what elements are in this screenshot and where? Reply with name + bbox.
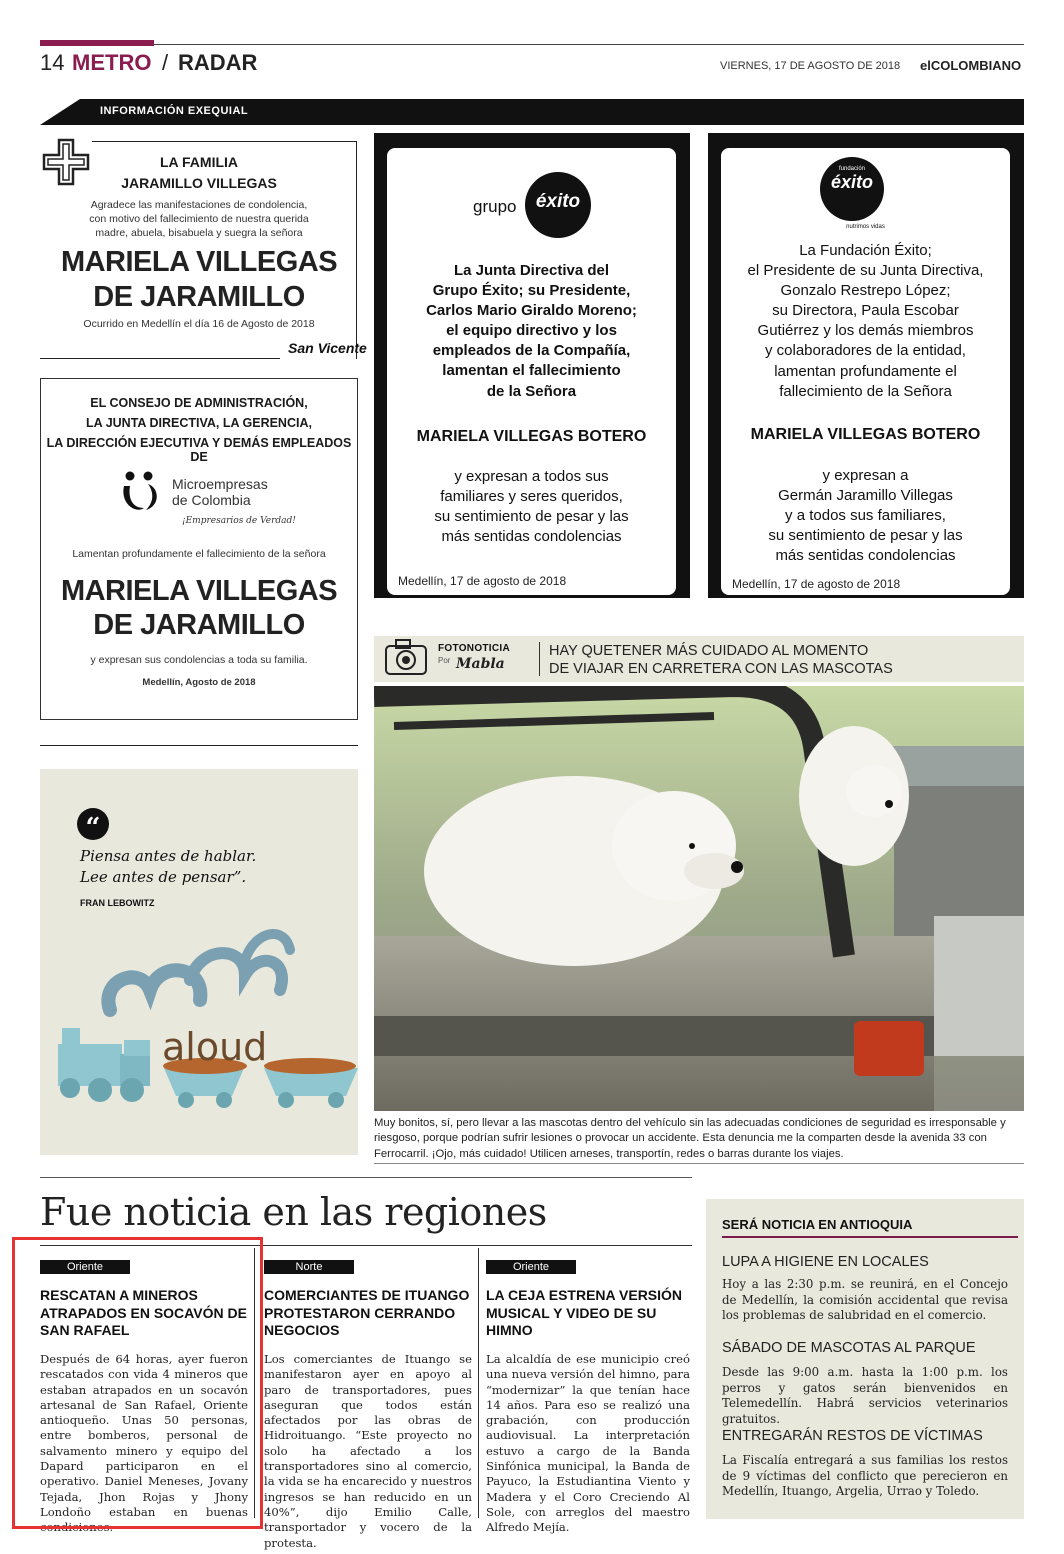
fotonoticia-title-line2: DE VIAJAR EN CARRETERA CON LAS MASCOTAS (549, 661, 893, 678)
antioquia-title: SERÁ NOTICIA EN ANTIOQUIA (722, 1217, 913, 1232)
obituary-exito-name: MARIELA VILLEGAS BOTERO (416, 428, 647, 445)
obituary-fundacion-line: su Directora, Paula Escobar (772, 302, 959, 320)
obituary-family-footer: Ocurrido en Medellín el día 16 de Agosto de 2018 (83, 318, 315, 330)
region-tag: Norte (264, 1260, 354, 1274)
regions-title: Fue noticia en las regiones (40, 1190, 547, 1234)
obituary-micro-line3: LA DIRECCIÓN EJECUTIVA Y DEMÁS EMPLEADOS DE (46, 436, 352, 464)
obituary-fundacion-name: MARIELA VILLEGAS BOTERO (750, 426, 981, 443)
microempresas-logo-icon (118, 468, 166, 516)
info-bar-notch (40, 99, 80, 125)
obituary-exito-line: de la Señora (486, 382, 577, 400)
obituary-fundacion-line: Gutiérrez y los demás miembros (757, 322, 974, 340)
fotonoticia-by: Por (438, 656, 451, 665)
info-bar-label: INFORMACIÓN EXEQUIAL (100, 105, 249, 117)
fotonoticia-separator (539, 642, 540, 676)
obituary-fundacion-closing-line: y a todos sus familiares, (785, 507, 946, 525)
brand-logo[interactable]: elCOLOMBIANO (920, 58, 1022, 73)
fotonoticia-signature: Mabla (456, 656, 505, 672)
obituary-fundacion-line: y colaboradores de la entidad, (765, 342, 966, 360)
obituary-family-bottom-rule (40, 358, 280, 359)
obituary-family-line3: madre, abuela, bisabuela y suegra la señora (95, 227, 303, 239)
train-illustration (40, 920, 358, 1120)
obituary-exito-closing-line: familiares y seres queridos, (440, 488, 623, 506)
illustration-text: aloud (162, 1025, 268, 1069)
antioquia-item-body: Desde las 9:00 a.m. hasta la 1:00 p.m. los perros y gatos serán bienvenidos en Telemedellín. Habrá servicios veterinarios gratuitos. (722, 1365, 1008, 1427)
obituary-family-name1: MARIELA VILLEGAS (60, 246, 338, 278)
obituary-micro-closing: y expresan sus condolencias a toda su familia. (90, 654, 308, 666)
antioquia-item-body: La Fiscalía entregará a sus familias los restos de 9 víctimas del conflicto que perecieron en Medellín, Ituango, Argelia, Urrao y Toledo. (722, 1453, 1008, 1499)
obituary-exito-lines (387, 261, 676, 402)
obituary-exito-closing-line: y expresan a todos sus (454, 468, 609, 485)
obituary-family-name2: DE JARAMILLO (93, 281, 305, 313)
obituary-fundacion-closing-line: más sentidas condolencias (775, 547, 956, 565)
obituary-micro-name2: DE JARAMILLO (93, 609, 305, 641)
region-body: Los comerciantes de Ituango se manifestaron ayer en apoyo al paro de transportadores, pues aseguran que todos están afectados por las obras de Hidroituango. “Este proyecto no solo ha afectado a los transportadores sino al comercio, la vida se ha encarecido y nuestros ingresos se han reducido en un 40%”, dijo Emilio Calle, transportador y vocero de la protesta. (264, 1352, 472, 1550)
section-name[interactable]: METRO (72, 50, 152, 75)
obituary-exito-line: La Junta Directiva del (453, 262, 610, 279)
obituary-fundacion-line: La Fundación Éxito; (799, 242, 932, 259)
obituary-exito-line: Carlos Mario Giraldo Moreno; (426, 302, 637, 320)
caption-rule (374, 1163, 1024, 1164)
fundacion-exito-tagline: nutrimos vidas (846, 224, 885, 230)
microempresas-tagline: ¡Empresarios de Verdad! (182, 516, 296, 526)
antioquia-item-body: Hoy a las 2:30 p.m. se reunirá, en el Concejo de Medellín, la comisión accidental que revisa los problemas de salubridad en el comercio. (722, 1277, 1008, 1323)
obituary-exito-closing (387, 467, 676, 547)
grupo-exito-prefix: grupo (473, 197, 517, 216)
section-accent-bar (40, 40, 154, 46)
obituary-exito-place: Medellín, 17 de agosto de 2018 (398, 574, 567, 588)
page-number: 14 (40, 50, 65, 75)
obituary-exito-line: lamentan el fallecimiento (442, 362, 621, 380)
fundacion-exito-logo-top: fundación (838, 166, 866, 172)
dogs-in-truck-photo (374, 686, 1024, 1111)
obituary-exito-line: el equipo directivo y los (446, 322, 617, 340)
obituary-fundacion-closing-line: y expresan a (822, 467, 909, 484)
antioquia-item-head[interactable]: ENTREGARÁN RESTOS DE VÍCTIMAS (722, 1428, 983, 1444)
obituary-exito-closing-line: más sentidas condolencias (441, 528, 622, 546)
obituary-family-line1: Agradece las manifestaciones de condolencia, (90, 199, 308, 211)
quote-line2: Lee antes de pensar”. (80, 868, 247, 887)
column-separator (478, 1248, 479, 1518)
obituary-micro-place: Medellín, Agosto de 2018 (142, 677, 256, 688)
obituary-family-head1: LA FAMILIA (159, 154, 239, 170)
obituary-micro-name1: MARIELA VILLEGAS (60, 575, 338, 607)
region-body: Después de 64 horas, ayer fueron rescatados con vida 4 mineros que estaban atrapados en un socavón artesanal de San Rafael, Oriente antioqueño. Unas 50 personas, entre bomberos, personal de salvamento minero y equipo del Dapard participaron en el operativo. Daniel Meneses, Jovany Tejada, Jhon Rojas y Jhony Londoño estaban en buenas condiciones. (40, 1352, 248, 1535)
obituary-fundacion-place: Medellín, 17 de agosto de 2018 (732, 577, 901, 591)
antioquia-item-head[interactable]: LUPA A HIGIENE EN LOCALES (722, 1254, 929, 1270)
obituary-family-head2: JARAMILLO VILLEGAS (121, 175, 277, 191)
obituary-fundacion-line: el Presidente de su Junta Directiva, (747, 262, 984, 280)
quote-text (80, 846, 256, 889)
obituary-exito-line: empleados de la Compañía, (432, 342, 631, 360)
obituary-fundacion-line: lamentan profundamente el (774, 362, 957, 380)
left-column-divider (40, 745, 358, 746)
camera-icon (382, 634, 430, 678)
grupo-exito-logo (525, 172, 591, 238)
microempresas-name-line2: de Colombia (172, 492, 251, 509)
section-slash: / (162, 50, 169, 75)
obituary-micro-lament: Lamentan profundamente el fallecimiento de la señora (72, 548, 326, 560)
header-rule (40, 44, 1024, 45)
quote-author: FRAN LEBOWITZ (80, 898, 155, 908)
region-tag: Oriente (486, 1260, 576, 1274)
obituary-micro-line1: EL CONSEJO DE ADMINISTRACIÓN, (90, 396, 308, 410)
quote-icon: “ (77, 808, 109, 840)
quote-line1: Piensa antes de hablar. (80, 847, 257, 865)
obituary-fundacion-line: fallecimiento de la Señora (779, 382, 952, 400)
fotonoticia-label: FOTONOTICIA (438, 643, 511, 654)
obituary-micro-line2: LA JUNTA DIRECTIVA, LA GERENCIA, (86, 416, 312, 430)
obituary-family-line2: con motivo del fallecimiento de nuestra querida (89, 213, 309, 225)
region-headline[interactable]: LA CEJA ESTRENA VERSIÓN MUSICAL Y VIDEO DE SU HIMNO (486, 1287, 683, 1338)
region-headline[interactable]: RESCATAN A MINEROS ATRAPADOS EN SOCAVÓN DE SAN RAFAEL (40, 1287, 247, 1338)
microempresas-name (172, 476, 268, 508)
photo-caption: Muy bonitos, sí, pero llevar a las mascotas dentro del vehículo sin las adecuadas condiciones de seguridad es irresponsable y riesgoso, porque podrían sufrir lesiones o provocar un accidente. Esta denuncia me la comparten desde la avenida 33 con Ferrocarril. ¡Ojo, más cuidado! Utilicen arneses, transportín, redes o barras durante los viajes. (374, 1117, 1006, 1160)
fundacion-exito-logo-word: éxito (830, 172, 873, 192)
antioquia-item-head[interactable]: SÁBADO DE MASCOTAS AL PARQUE (722, 1340, 976, 1356)
fotonoticia-title (549, 642, 893, 678)
obituary-fundacion-lines (721, 241, 1010, 402)
region-body: La alcaldía de ese municipio creó una nueva versión del himno, para “modernizar” la que tenían hace 14 años. Para eso se realizó una grabación, con producción audiovisual. La interpretación estuvo a cargo de la Banda Sinfónica municipal, la Banda de Payuco, la Estudiantina Viento y Madera y el Coro Creciendo Al Sole, con arreglos del maestro Alfredo Mejía. (486, 1352, 690, 1535)
microempresas-name-line1: Microempresas (172, 476, 268, 492)
obituary-fundacion-closing-line: Germán Jaramillo Villegas (778, 487, 953, 505)
subsection-name[interactable]: RADAR (178, 50, 258, 75)
region-headline[interactable]: COMERCIANTES DE ITUANGO PROTESTARON CERRANDO NEGOCIOS (264, 1287, 470, 1338)
antioquia-rule (722, 1236, 1018, 1238)
obituary-exito-line: Grupo Éxito; su Presidente, (432, 282, 631, 300)
region-tag: Oriente (40, 1260, 130, 1274)
highlight-frame (12, 1237, 263, 1529)
obituary-fundacion-closing (721, 466, 1010, 566)
grupo-exito-logo-word: éxito (535, 191, 581, 212)
fundacion-exito-logo (820, 157, 884, 221)
obituary-fundacion-closing-line: su sentimiento de pesar y las (768, 527, 963, 545)
obituary-fundacion-line: Gonzalo Restrepo López; (780, 282, 951, 300)
issue-date: VIERNES, 17 DE AGOSTO DE 2018 (720, 60, 901, 72)
fotonoticia-title-line1: HAY QUETENER MÁS CUIDADO AL MOMENTO (549, 643, 869, 659)
funeral-home-logo: San Vicente (288, 340, 367, 356)
obituary-exito-closing-line: su sentimiento de pesar y las (434, 508, 629, 526)
regions-top-rule (40, 1177, 692, 1178)
